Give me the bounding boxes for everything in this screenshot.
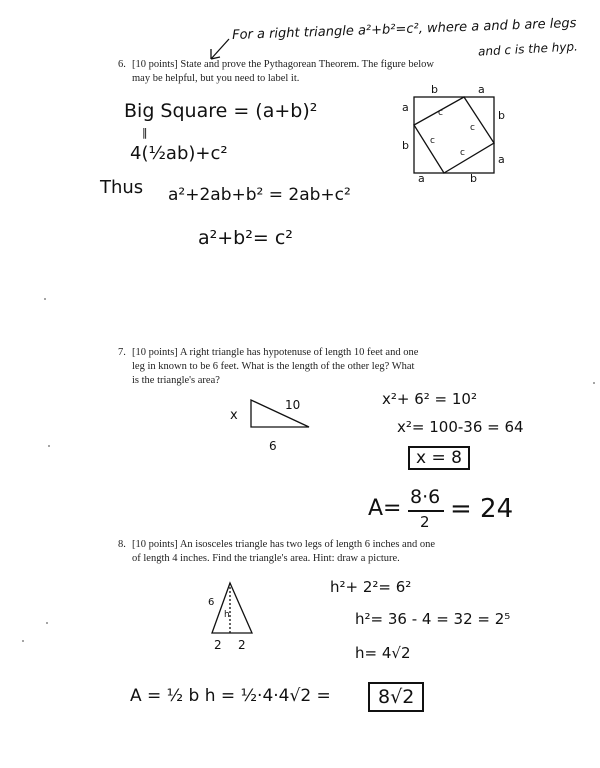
fig-bottom-a: a bbox=[418, 172, 425, 185]
q8-area-line: A = ½ b h = ½·4·4√2 = bbox=[130, 686, 331, 706]
q7-area-num: 8·6 bbox=[410, 486, 441, 508]
q7-eq1: x²+ 6² = 10² bbox=[382, 390, 477, 408]
fig-top-b: a bbox=[478, 83, 485, 96]
q6-four-triangles: 4(½ab)+c² bbox=[130, 143, 228, 164]
fig-c-2: c bbox=[470, 123, 475, 133]
top-note-line2: and c is the hyp. bbox=[477, 39, 579, 59]
fig-c-4: c bbox=[460, 148, 465, 158]
q6-equals-mark: ‖ bbox=[142, 126, 148, 139]
scan-speck bbox=[48, 445, 50, 447]
fig-left-a: a bbox=[402, 101, 409, 114]
q8-eq3: h= 4√2 bbox=[355, 644, 411, 662]
q8-fig-side: 6 bbox=[208, 597, 215, 608]
top-note-line1: For a right triangle a²+b²=c², where a and b are legs bbox=[231, 15, 577, 44]
q7-triangle bbox=[251, 400, 309, 427]
q6-big-square: Big Square = (a+b)² bbox=[124, 100, 318, 122]
q8-text-line1: [10 points] An isosceles triangle has two legs of length 6 inches and one bbox=[132, 539, 435, 550]
q6-figure bbox=[398, 85, 508, 185]
q7-number: 7. bbox=[118, 347, 126, 358]
q7-fig-base: 6 bbox=[269, 439, 277, 453]
q8-triangle bbox=[212, 583, 252, 633]
scan-speck bbox=[44, 298, 46, 300]
q8-eq1: h²+ 2²= 6² bbox=[330, 578, 412, 596]
q6-result: a²+b²= c² bbox=[198, 227, 293, 249]
q8-answer-box: 8√2 bbox=[368, 682, 424, 712]
q7-figure bbox=[225, 395, 335, 455]
fig-right-a: b bbox=[498, 109, 505, 122]
fig-c-1: c bbox=[438, 108, 443, 118]
q8-text-line2: of length 4 inches. Find the triangle's area. Hint: draw a picture. bbox=[132, 553, 400, 564]
q6-text-line1: [10 points] State and prove the Pythagorean Theorem. The figure below bbox=[132, 59, 434, 70]
q7-answer-box: x = 8 bbox=[408, 446, 470, 470]
fig-right-b: a bbox=[498, 153, 505, 166]
fig-left-b: b bbox=[402, 139, 409, 152]
fig-top-a: b bbox=[431, 83, 438, 96]
q7-text-line2: leg in known to be 6 feet. What is the length of the other leg? What bbox=[132, 361, 415, 372]
fig-bottom-b: b bbox=[470, 172, 477, 185]
q7-fraction-bar bbox=[408, 510, 444, 512]
q7-area-result: = 24 bbox=[450, 494, 514, 524]
q7-fig-hyp: 10 bbox=[285, 398, 301, 412]
q6-text-line2: may be helpful, but you need to label it. bbox=[132, 73, 300, 84]
q8-number: 8. bbox=[118, 539, 126, 550]
q8-fig-h: h bbox=[224, 610, 230, 620]
q7-text-line3: is the triangle's area? bbox=[132, 375, 220, 386]
q7-fig-x: x bbox=[230, 408, 238, 423]
q6-thus: Thus bbox=[100, 177, 144, 198]
q7-area-den: 2 bbox=[420, 513, 430, 531]
q6-expanded: a²+2ab+b² = 2ab+c² bbox=[168, 185, 351, 205]
q6-number: 6. bbox=[118, 59, 126, 70]
fig-c-3: c bbox=[430, 136, 435, 146]
outer-square bbox=[414, 97, 494, 173]
scan-speck bbox=[22, 640, 24, 642]
q8-fig-half-right: 2 bbox=[238, 638, 246, 652]
q8-eq2: h²= 36 - 4 = 32 = 2⁵ bbox=[355, 610, 511, 628]
scan-speck bbox=[46, 622, 48, 624]
q7-text-line1: [10 points] A right triangle has hypotenuse of length 10 feet and one bbox=[132, 347, 419, 358]
q8-figure bbox=[200, 575, 280, 655]
inner-square bbox=[414, 97, 494, 173]
scan-speck bbox=[593, 382, 595, 384]
q7-area-label: A= bbox=[368, 496, 402, 521]
q7-eq2: x²= 100-36 = 64 bbox=[397, 418, 524, 436]
q8-fig-half-left: 2 bbox=[214, 638, 222, 652]
